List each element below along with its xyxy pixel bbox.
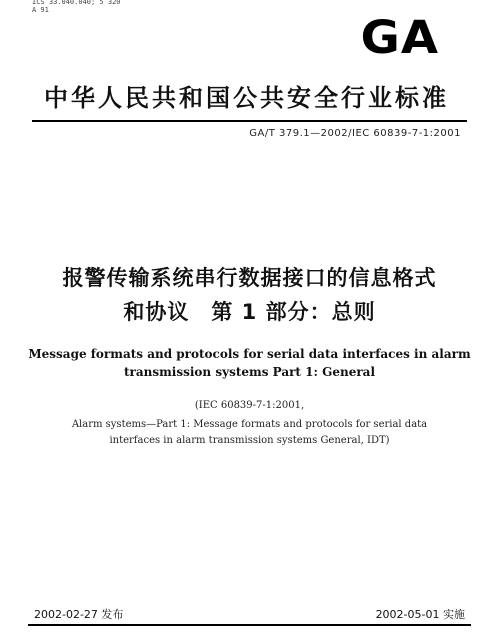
issue-date: 2002-02-27 发布	[34, 608, 124, 621]
english-title-line-1: Message formats and protocols for serial data interfaces in alarm	[28, 347, 471, 361]
ga-logo: GA	[360, 11, 439, 65]
top-divider	[32, 120, 467, 122]
chinese-title-line-2: 和协议 第 1 部分：总则	[123, 300, 376, 324]
chinese-title-line-1: 报警传输系统串行数据接口的信息格式	[62, 266, 437, 290]
equivalence-line-1: (IEC 60839-7-1:2001,	[194, 400, 305, 411]
ccs-code: A 91	[32, 6, 49, 14]
standard-number: GA/T 379.1—2002/IEC 60839-7-1:2001	[249, 128, 461, 139]
english-title-line-2: transmission systems Part 1: General	[123, 365, 376, 379]
implementation-date: 2002-05-01 实施	[375, 608, 465, 621]
standard-category: 中华人民共和国公共安全行业标准	[44, 84, 449, 112]
equivalence-line-2: Alarm systems—Part 1: Message formats and protocols for serial data	[71, 419, 428, 430]
equivalence-line-3: interfaces in alarm transmission systems General, IDT)	[109, 435, 390, 446]
ics-classification	[32, 0, 121, 14]
ics-code: ICS 33.040.040; 5 320	[32, 0, 121, 6]
bottom-divider	[28, 624, 471, 626]
